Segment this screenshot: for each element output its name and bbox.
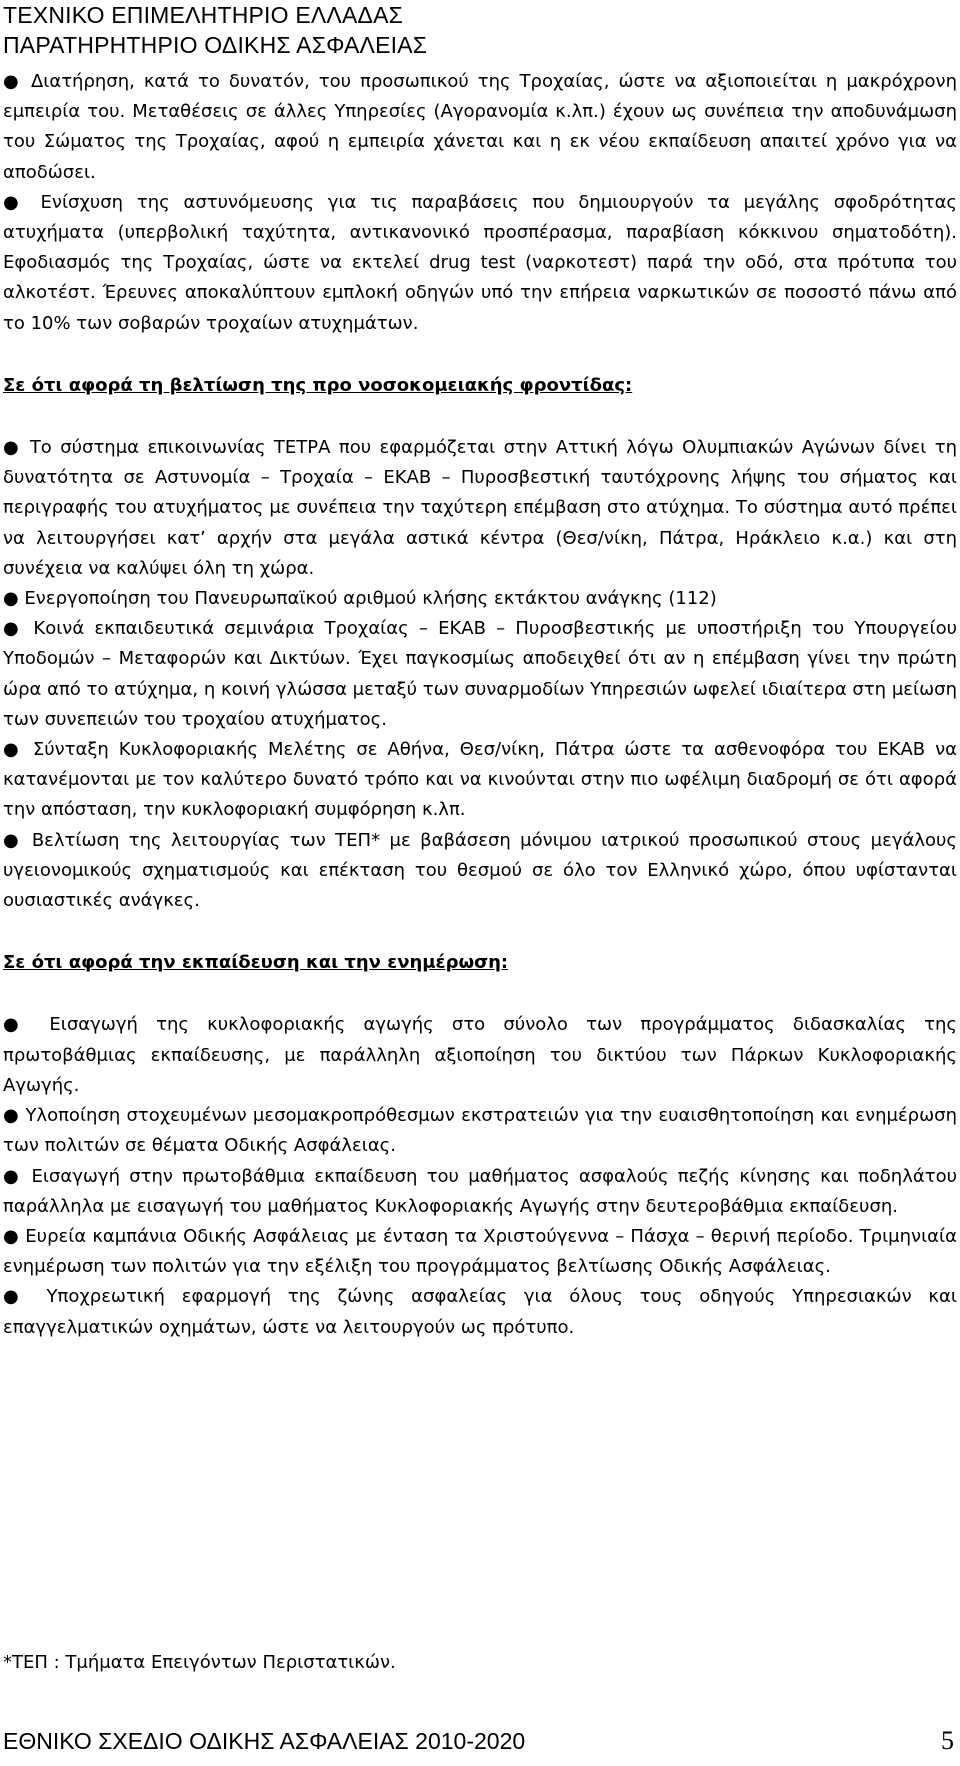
footer-title: ΕΘΝΙΚΟ ΣΧΕΔΙΟ ΟΔΙΚΗΣ ΑΣΦΑΛΕΙΑΣ 2010-2020	[3, 1728, 526, 1754]
bullet-traffic-education: ● Εισαγωγή της κυκλοφοριακής αγωγής στο σύνολο των προγράμματος διδασκαλίας της πρωτοβάθμιας εκπαίδευσης, με παράλληλη αξιοποίηση του δικτύου των Πάρκων Κυκλοφοριακής Αγωγής.	[3, 1014, 957, 1096]
bullet-traffic-study: ● Σύνταξη Κυκλοφοριακής Μελέτης σε Αθήνα, Θεσ/νίκη, Πάτρα ώστε τα ασθενοφόρα του ΕΚΑΒ να κατανέμονται με τον καλύτερο δυνατό τρόπο και να κινούνται στην πιο ωφέλιμη διαδρομή σε ότι αφορά την απόσταση, την κυκλοφοριακή συμφόρηση κ.λπ.	[3, 739, 957, 821]
section-heading-prehospital-care: Σε ότι αφορά τη βελτίωση της προ νοσοκομειακής φροντίδας:	[3, 374, 633, 396]
bullet-policing-enhancement: ● Ενίσχυση της αστυνόμευσης για τις παραβάσεις που δημιουργούν τα μεγάλης σφοδρότητας ατυχήματα (υπερβολική ταχύτητα, αντικανονικό προσπέρασμα, παραβίαση κόκκινου σηματοδότη). Εφοδιασμός της Τροχαίας, ώστε να εκτελεί drug test (ναρκοτεστ) παρά την οδό, στα πρότυπα του αλκοτέστ. Έρευνες αποκαλύπτουν εμπλοκή οδηγών υπό την επήρεια ναρκωτικών σε ποσοστό πάνω από το 10% των σοβαρών τροχαίων ατυχημάτων.	[3, 191, 957, 334]
section-heading-education: Σε ότι αφορά την εκπαίδευση και την ενημέρωση:	[3, 952, 509, 974]
document-header	[3, 0, 427, 60]
bullet-emergency-number-112: ● Ενεργοποίηση του Πανευρωπαϊκού αριθμού κλήσης εκτάκτου ανάγκης (112)	[3, 588, 717, 610]
bullet-awareness-campaigns: ● Υλοποίηση στοχευμένων μεσομακροπρόθεσμων εκστρατειών για την ευαισθητοποίηση και ενημέρωση των πολιτών σε θέματα Οδικής Ασφάλειας.	[3, 1105, 957, 1157]
document-body	[3, 67, 957, 1343]
bullet-tetra-system: ● Το σύστημα επικοινωνίας ΤΕΤΡΑ που εφαρμόζεται στην Αττική λόγω Ολυμπιακών Αγώνων δίνει τη δυνατότητα σε Αστυνομία – Τροχαία – ΕΚΑΒ – Πυροσβεστική ταυτόχρονης λήψης του σήματος και περιγραφής του ατυχήματος με συνέπεια την ταχύτερη επέμβαση στο ατύχημα. Το σύστημα αυτό πρέπει να λειτουργήσει κατ’ αρχήν στα μεγάλα αστικά κέντρα (Θεσ/νίκη, Πάτρα, Ηράκλειο κ.α.) και στη συνέχεια να καλύψει όλη τη χώρα.	[3, 437, 957, 579]
document-footer	[3, 1724, 954, 1758]
header-organization: ΤΕΧΝΙΚΟ ΕΠΙΜΕΛΗΤΗΡΙΟ ΕΛΛΑΔΑΣ	[3, 2, 404, 28]
footnote-tep: *ΤΕΠ : Τμήματα Επειγόντων Περιστατικών.	[3, 1652, 396, 1673]
bullet-pedestrian-cycling-course: ● Εισαγωγή στην πρωτοβάθμια εκπαίδευση του μαθήματος ασφαλούς πεζής κίνησης και ποδηλάτου παράλληλα με εισαγωγή του μαθήματος Κυκλοφοριακής Αγωγής στην δευτεροβάθμια εκπαίδευση.	[3, 1165, 957, 1217]
bullet-joint-seminars: ● Κοινά εκπαιδευτικά σεμινάρια Τροχαίας – ΕΚΑΒ – Πυροσβεστικής με υποστήριξη του Υπουργείου Υποδομών – Μεταφορών και Δικτύων. Έχει παγκοσμίως αποδειχθεί ότι αν η επέμβαση γίνει την πρώτη ώρα από το ατύχημα, η κοινή γλώσσα μεταξύ των συναρμοδίων Υπηρεσιών ωφελεί ιδιαίτερα στη μείωση των συνεπειών του τροχαίου ατυχήματος.	[3, 618, 957, 730]
bullet-seatbelt-mandate: ● Υποχρεωτική εφαρμογή της ζώνης ασφαλείας για όλους τους οδηγούς Υπηρεσιακών και επαγγελματικών οχημάτων, ώστε να λειτουργούν ως πρότυπο.	[3, 1286, 957, 1338]
bullet-emergency-departments: ● Βελτίωση της λειτουργίας των ΤΕΠ* με βαβάσεση μόνιμου ιατρικού προσωπικού στους μεγάλους υγειονομικούς σχηματισμούς και επέκταση του θεσμού σε όλο τον Ελληνικό χώρο, όπου υφίστανται ουσιαστικές ανάγκες.	[3, 829, 957, 912]
bullet-holiday-campaign: ● Ευρεία καμπάνια Οδικής Ασφάλειας με ένταση τα Χριστούγεννα – Πάσχα – θερινή περίοδο. Τριμηνιαία ενημέρωση των πολιτών για την εξέλιξη του προγράμματος βελτίωσης Οδικής Ασφάλειας.	[3, 1225, 957, 1278]
header-observatory: ΠΑΡΑΤΗΡΗΤΗΡΙΟ ΟΔΙΚΗΣ ΑΣΦΑΛΕΙΑΣ	[3, 32, 428, 58]
bullet-personnel-retention: ● Διατήρηση, κατά το δυνατόν, του προσωπικού της Τροχαίας, ώστε να αξιοποιείται η μακρόχρονη εμπειρία του. Μεταθέσεις σε άλλες Υπηρεσίες (Αγορανομία κ.λπ.) έχουν ως συνέπεια την αποδυνάμωση του Σώματος της Τροχαίας, αφού η εμπειρία χάνεται και η εκ νέου εκπαίδευση απαιτεί χρόνο για να αποδώσει.	[3, 71, 957, 183]
page-number: 5	[941, 1726, 954, 1755]
